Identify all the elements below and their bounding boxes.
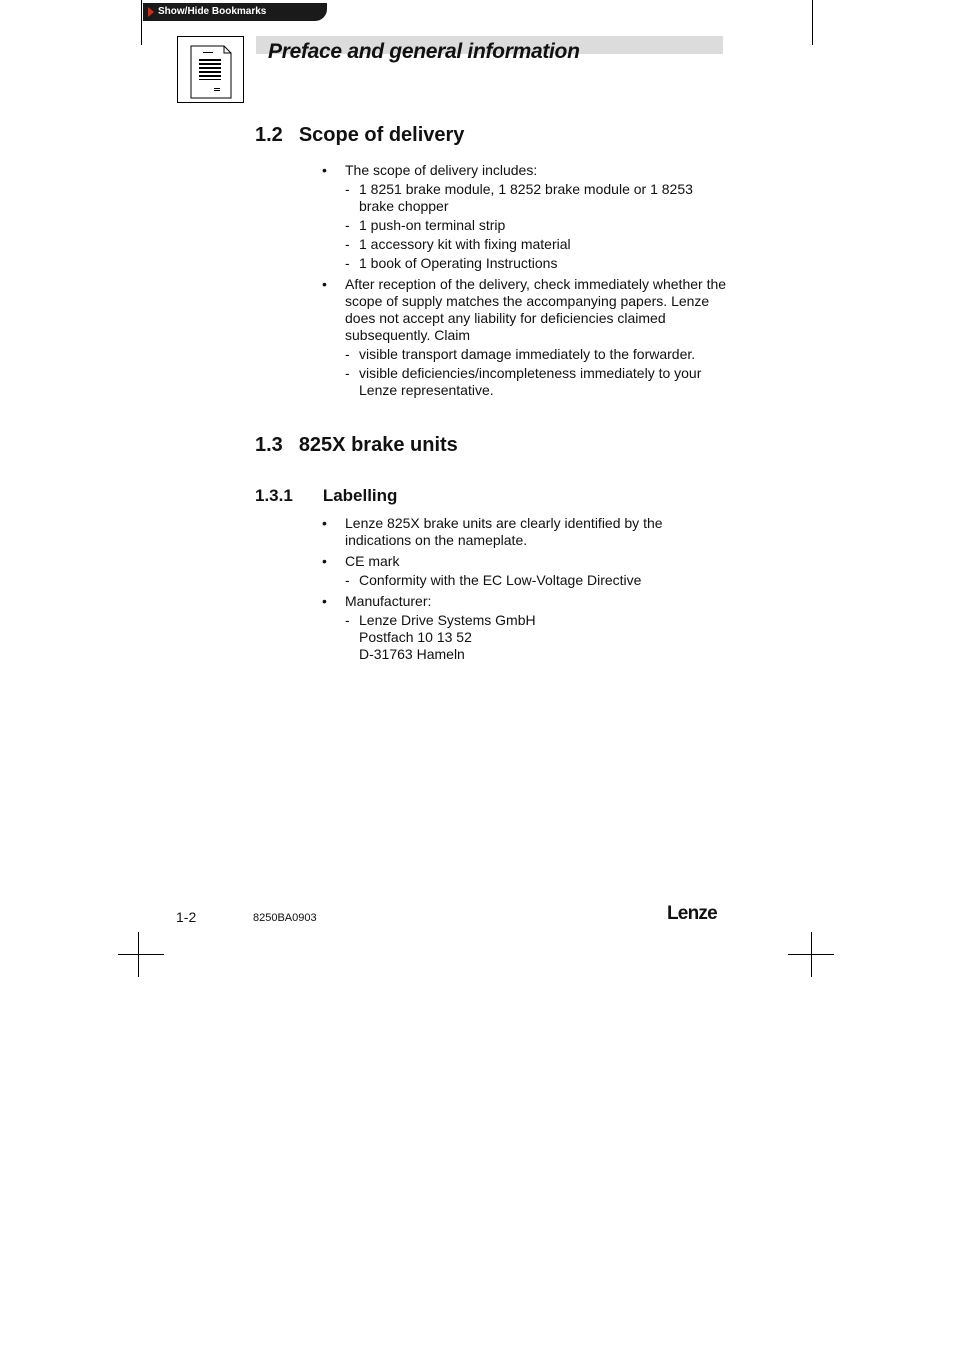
sub-item-text: visible transport damage immediately to the forwarder.: [359, 346, 696, 362]
dash-marker: -: [345, 572, 350, 588]
page-header-title: Preface and general information: [268, 40, 580, 63]
section-number: 1.3.1: [255, 486, 293, 505]
dash-marker: -: [345, 236, 350, 252]
list-item: [322, 276, 727, 399]
triangle-right-icon: [148, 7, 154, 17]
bullet-icon: •: [322, 276, 327, 292]
list-item: [322, 515, 727, 549]
list-item: [322, 162, 727, 272]
list-item-text: CE mark: [345, 553, 400, 569]
list-item: [322, 553, 727, 589]
list-item-text: After reception of the delivery, check immediately whether the scope of supply matches the accompanying papers. Lenze does not accept any liability for deficiencies claimed subsequently. Claim: [345, 276, 727, 343]
sub-item: [345, 612, 727, 663]
dash-marker: -: [345, 217, 350, 233]
bullet-icon: •: [322, 593, 327, 609]
sub-item: [345, 365, 727, 399]
list-item: [322, 593, 727, 663]
document-number: 8250BA0903: [253, 912, 317, 924]
list-item-text: The scope of delivery includes:: [345, 162, 538, 178]
sub-item: [345, 346, 727, 363]
labelling-list: [322, 515, 727, 667]
sub-item-text: Conformity with the EC Low-Voltage Directive: [359, 572, 642, 588]
bullet-icon: •: [322, 553, 327, 569]
sub-item-text: visible deficiencies/incompleteness immediately to your Lenze representative.: [359, 365, 702, 398]
page-number: 1-2: [176, 909, 197, 925]
bookmarks-label: Show/Hide Bookmarks: [158, 6, 267, 17]
sub-item: [345, 217, 727, 234]
section-title: 825X brake units: [298, 434, 458, 456]
sub-item: [345, 236, 727, 253]
sub-item: [345, 572, 727, 589]
sub-item-text: Lenze Drive Systems GmbH Postfach 10 13 52 D-31763 Hameln: [359, 612, 536, 662]
list-item-text: Manufacturer:: [345, 593, 432, 609]
list-item-text: Lenze 825X brake units are clearly identified by the indications on the nameplate.: [345, 515, 663, 548]
dash-marker: -: [345, 365, 350, 381]
bullet-icon: •: [322, 162, 327, 178]
scope-of-delivery-list: [322, 162, 727, 403]
section-number: 1.3: [255, 434, 283, 456]
section-title: Labelling: [322, 486, 398, 505]
sub-item-text: 1 book of Operating Instructions: [359, 255, 558, 271]
lenze-logo: Lenze: [667, 903, 717, 924]
section-heading-1-3: [255, 434, 458, 457]
dash-marker: -: [345, 255, 350, 271]
crop-mark: [811, 932, 812, 977]
crop-mark: [118, 954, 164, 955]
section-title: Scope of delivery: [298, 124, 465, 146]
sub-item-text: 1 push-on terminal strip: [359, 217, 506, 233]
sub-item-text: 1 8251 brake module, 1 8252 brake module or 1 8253 brake chopper: [359, 181, 693, 214]
crop-mark: [138, 932, 139, 977]
show-hide-bookmarks-button[interactable]: [143, 3, 327, 21]
sub-item-text: 1 accessory kit with fixing material: [359, 236, 571, 252]
section-number: 1.2: [255, 124, 283, 146]
crop-mark: [812, 0, 813, 45]
dash-marker: -: [345, 346, 350, 362]
document-icon: [177, 36, 244, 103]
section-heading-1-2: [255, 124, 464, 147]
bullet-icon: •: [322, 515, 327, 531]
dash-marker: -: [345, 181, 350, 197]
crop-mark: [141, 0, 142, 45]
dash-marker: -: [345, 612, 350, 628]
section-heading-1-3-1: [255, 486, 397, 506]
sub-item: [345, 255, 727, 272]
sub-item: [345, 181, 727, 215]
